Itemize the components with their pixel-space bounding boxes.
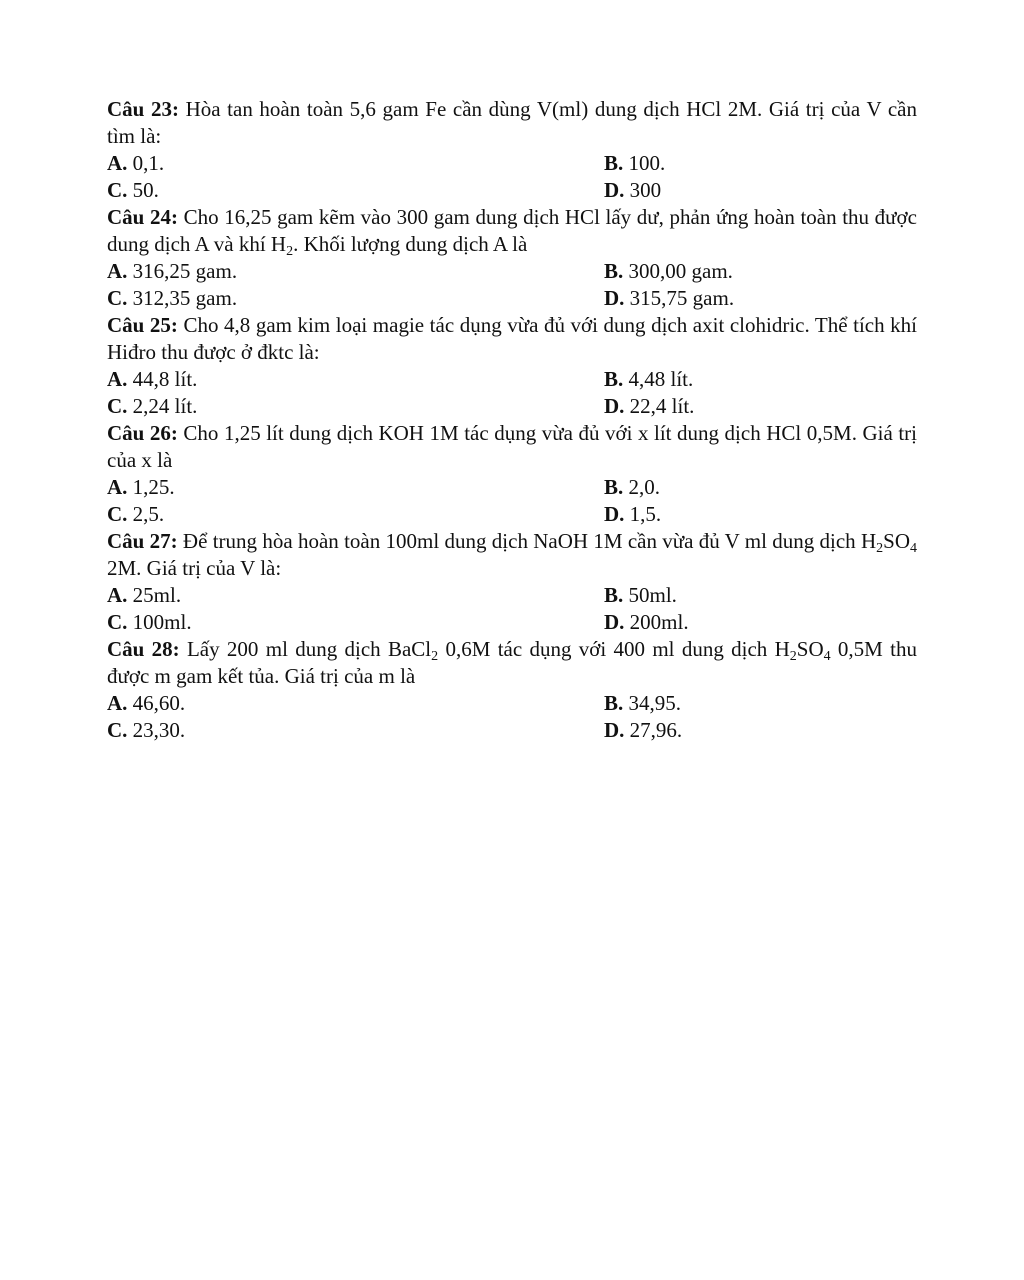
question-number: Câu 25: <box>107 313 178 337</box>
answer-option <box>604 366 917 393</box>
subscript: 4 <box>823 649 831 664</box>
subscript: 4 <box>910 541 917 556</box>
option-letter: B. <box>604 475 624 499</box>
option-letter: A. <box>107 583 128 607</box>
option-text: 23,30. <box>127 718 186 742</box>
option-text: 25ml. <box>127 583 182 607</box>
answer-option <box>604 393 917 420</box>
option-letter: C. <box>107 286 128 310</box>
option-text: 100. <box>623 151 666 175</box>
question-text <box>107 528 917 582</box>
answer-option <box>107 366 604 393</box>
question-text-segment: Để trung hòa hoàn toàn 100ml dung dịch NaOH 1M cần vừa đủ V ml dung dịch H <box>177 529 877 553</box>
answer-options <box>107 582 917 636</box>
option-text: 316,25 gam. <box>127 259 238 283</box>
option-text: 0,1. <box>127 151 165 175</box>
answer-options <box>107 474 917 528</box>
question-number: Câu 26: <box>107 421 178 445</box>
answer-option <box>107 717 604 744</box>
question-text <box>107 96 917 150</box>
option-text: 100ml. <box>127 610 192 634</box>
option-text: 27,96. <box>624 718 683 742</box>
answer-options <box>107 150 917 204</box>
option-text: 2,24 lít. <box>127 394 198 418</box>
question-text-segment: . Khối lượng dung dịch A là <box>293 232 528 256</box>
answer-option <box>604 474 917 501</box>
question-block <box>107 204 917 312</box>
option-letter: D. <box>604 394 625 418</box>
answer-option <box>604 258 917 285</box>
question-number: Câu 24: <box>107 205 178 229</box>
option-text: 50. <box>127 178 159 202</box>
answer-option <box>107 177 604 204</box>
answer-option <box>107 690 604 717</box>
option-letter: C. <box>107 178 128 202</box>
option-text: 300 <box>624 178 662 202</box>
question-text <box>107 312 917 366</box>
question-number: Câu 23: <box>107 97 179 121</box>
answer-option <box>604 717 917 744</box>
option-text: 1,5. <box>624 502 662 526</box>
answer-option <box>604 177 917 204</box>
option-letter: C. <box>107 502 128 526</box>
answer-option <box>604 690 917 717</box>
answer-option <box>107 258 604 285</box>
answer-option <box>107 609 604 636</box>
question-number: Câu 28: <box>107 637 180 661</box>
question-text-segment: SO <box>796 637 824 661</box>
option-text: 4,48 lít. <box>623 367 694 391</box>
option-letter: A. <box>107 475 128 499</box>
option-letter: C. <box>107 718 128 742</box>
question-text-segment: 2M. Giá trị của V là: <box>107 556 282 580</box>
question-block <box>107 96 917 204</box>
option-letter: B. <box>604 259 624 283</box>
option-text: 44,8 lít. <box>127 367 198 391</box>
question-text-segment: Lấy 200 ml dung dịch BaCl <box>179 637 432 661</box>
question-text-segment: Hòa tan hoàn toàn 5,6 gam Fe cần dùng V(ml) dung dịch HCl 2M. Giá trị của V cần tìm là: <box>107 97 917 148</box>
question-text-segment: 0,5M thu được m gam kết tủa. Giá trị của m là <box>107 637 917 688</box>
option-text: 1,25. <box>127 475 175 499</box>
option-text: 200ml. <box>624 610 689 634</box>
subscript: 2 <box>431 649 439 664</box>
option-text: 50ml. <box>623 583 677 607</box>
question-number: Câu 27: <box>107 529 178 553</box>
answer-option <box>107 285 604 312</box>
option-letter: A. <box>107 259 128 283</box>
question-text <box>107 420 917 474</box>
option-letter: B. <box>604 691 624 715</box>
question-text-segment: SO <box>883 529 910 553</box>
option-letter: B. <box>604 151 624 175</box>
option-text: 315,75 gam. <box>624 286 735 310</box>
option-letter: D. <box>604 178 625 202</box>
option-letter: D. <box>604 610 625 634</box>
option-text: 300,00 gam. <box>623 259 733 283</box>
option-letter: D. <box>604 286 625 310</box>
question-block <box>107 636 917 744</box>
answer-options <box>107 366 917 420</box>
question-text-segment: Cho 4,8 gam kim loại magie tác dụng vừa đủ với dung dịch axit clohidric. Thể tích khí Hiđro thu được ở đktc là: <box>107 313 917 364</box>
question-list <box>107 96 917 744</box>
option-text: 34,95. <box>623 691 682 715</box>
answer-option <box>107 150 604 177</box>
question-block <box>107 528 917 636</box>
option-letter: D. <box>604 502 625 526</box>
option-letter: A. <box>107 151 128 175</box>
option-letter: B. <box>604 367 624 391</box>
answer-option <box>604 285 917 312</box>
option-text: 2,0. <box>623 475 661 499</box>
answer-option <box>107 474 604 501</box>
option-letter: C. <box>107 610 128 634</box>
subscript: 2 <box>876 541 884 556</box>
subscript: 2 <box>789 649 797 664</box>
option-letter: A. <box>107 367 128 391</box>
option-letter: B. <box>604 583 624 607</box>
question-block <box>107 312 917 420</box>
question-text <box>107 204 917 258</box>
answer-option <box>107 393 604 420</box>
answer-option <box>604 150 917 177</box>
option-letter: C. <box>107 394 128 418</box>
question-text-segment: Cho 1,25 lít dung dịch KOH 1M tác dụng vừa đủ với x lít dung dịch HCl 0,5M. Giá trị của x là <box>107 421 917 472</box>
option-letter: A. <box>107 691 128 715</box>
question-text-segment: 0,6M tác dụng với 400 ml dung dịch H <box>438 637 790 661</box>
answer-option <box>604 501 917 528</box>
option-text: 22,4 lít. <box>624 394 695 418</box>
answer-options <box>107 258 917 312</box>
option-text: 312,35 gam. <box>127 286 238 310</box>
answer-option <box>107 582 604 609</box>
option-text: 46,60. <box>127 691 186 715</box>
answer-option <box>107 501 604 528</box>
answer-options <box>107 690 917 744</box>
question-text <box>107 636 917 690</box>
question-text-segment: Cho 16,25 gam kẽm vào 300 gam dung dịch HCl lấy dư, phản ứng hoàn toàn thu được dung dịch A và khí H <box>107 205 917 256</box>
option-letter: D. <box>604 718 625 742</box>
option-text: 2,5. <box>127 502 165 526</box>
question-block <box>107 420 917 528</box>
answer-option <box>604 609 917 636</box>
subscript: 2 <box>286 244 294 259</box>
answer-option <box>604 582 917 609</box>
